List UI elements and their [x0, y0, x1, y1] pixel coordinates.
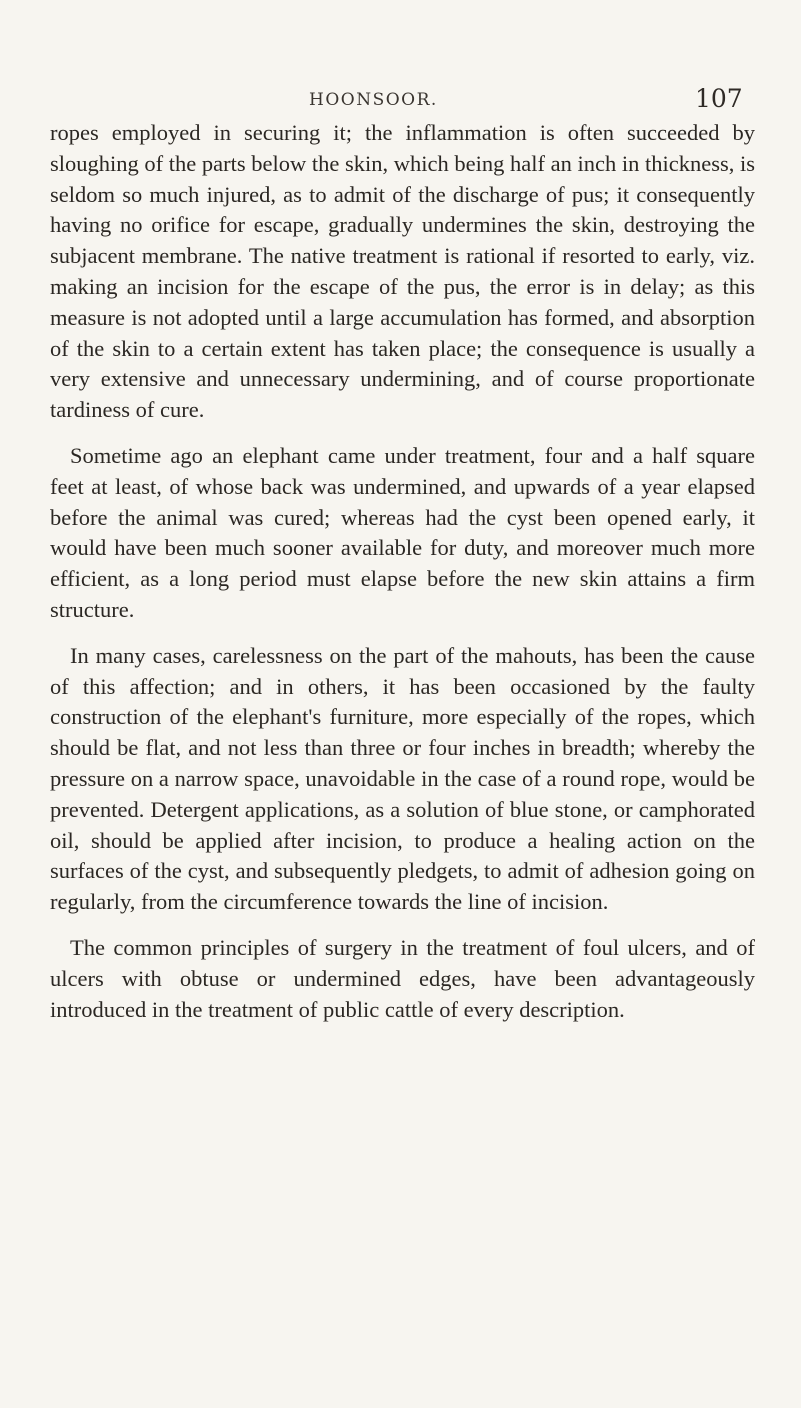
running-head: HOONSOOR. — [309, 90, 438, 110]
page-header — [0, 84, 801, 114]
paragraph-2: Sometime ago an elephant came under treatment, four and a half square feet at least, of whose back was undermined, and upwards of a year elapsed before the animal was cured; whereas had the cyst been opened early, it would have been much sooner available for duty, and moreover much more efficient, as a long period must elapse before the new skin attains a firm structure. — [50, 442, 755, 622]
paragraph-3: In many cases, carelessness on the part of the mahouts, has been the cause of this affection; and in others, it has been occasioned by the faulty construction of the elephant's furniture, more especially of the ropes, which should be flat, and not less than three or four inches in breadth; whereby the pressure on a narrow space, unavoidable in the case of a round rope, would be prevented. Detergent applications, as a solution of blue stone, or camphorated oil, should be applied after incision, to produce a healing action on the surfaces of the cyst, and subsequently pledgets, to admit of adhesion going on regularly, from the circumference towards the line of incision. — [50, 642, 755, 915]
paragraph-1: ropes employed in securing it; the inflammation is often succeeded by sloughing of the parts below the skin, which being half an inch in thickness, is seldom so much injured, as to admit of the discharge of pus; it consequently having no orifice for escape, gradually undermines the skin, destroying the subjacent membrane. The native treatment is rational if resorted to early, viz. making an incision for the escape of the pus, the error is in delay; as this measure is not adopted until a large accumulation has formed, and absorption of the skin to a certain extent has taken place; the consequence is usually a very extensive and unnecessary undermining, and of course proportionate tardiness of cure. — [50, 120, 755, 423]
paragraph-4: The common principles of surgery in the treatment of foul ulcers, and of ulcers with obtuse or undermined edges, have been advantageously introduced in the treatment of public cattle of every description. — [50, 934, 755, 1022]
page-number: 107 — [695, 84, 743, 113]
body-text — [50, 118, 755, 1025]
